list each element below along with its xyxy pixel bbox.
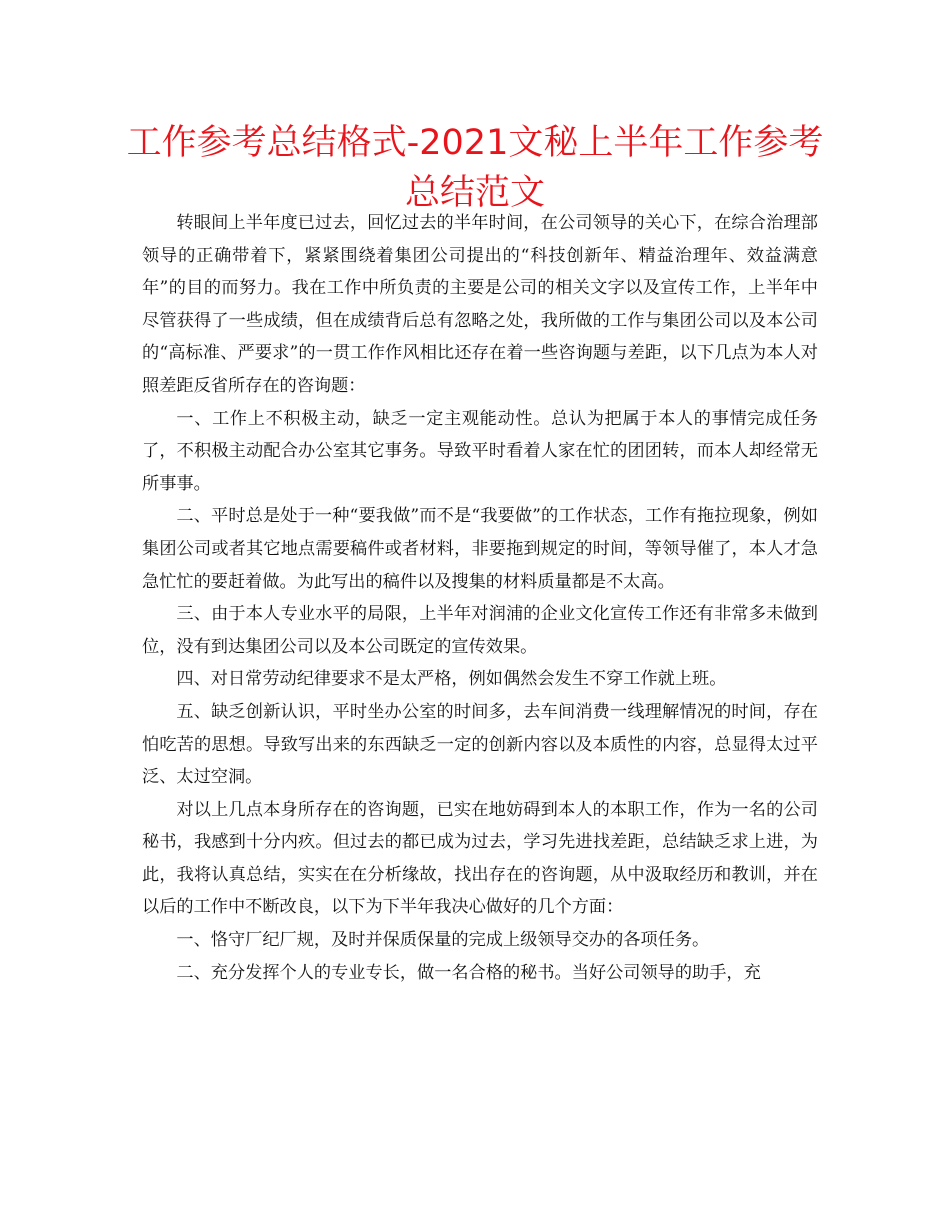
document-body <box>142 207 818 989</box>
paragraph-plan-1: 一、恪守厂纪厂规，及时并保质保量的完成上级领导交办的各项任务。 <box>176 930 710 951</box>
paragraph-issue-5: 五、缺乏创新认识，平时坐办公室的时间多，去车间消费一线理解情况的时间，存在怕吃苦的思想。导致写出来的东西缺乏一定的创新内容以及本质性的内容，总显得太过平泛、太过空洞。 <box>142 701 818 788</box>
paragraph-intro: 转眼间上半年度已过去，回忆过去的半年时间，在公司领导的关心下，在综合治理部领导的正确带着下，紧紧围绕着集团公司提出的“科技创新年、精益治理年、效益满意年”的目的而努力。我在工作中所负责的主要是公司的相关文字以及宣传工作，上半年中尽管获得了一些成绩，但在成绩背后总有忽略之处，我所做的工作与集团公司以及本公司的“高标准、严要求”的一贯工作作风相比还存在着一些咨询题与差距，以下几点为本人对照差距反省所存在的咨询题： <box>142 213 818 396</box>
paragraph-plan-2: 二、充分发挥个人的专业专长，做一名合格的秘书。当好公司领导的助手，充 <box>176 962 761 983</box>
paragraph-issue-1: 一、工作上不积极主动，缺乏一定主观能动性。总认为把属于本人的事情完成任务了，不积极主动配合办公室其它事务。导致平时看着人家在忙的团团转，而本人却经常无所事事。 <box>142 408 818 494</box>
paragraph-issue-3: 三、由于本人专业水平的局限，上半年对润浦的企业文化宣传工作还有非常多未做到位，没有到达集团公司以及本公司既定的宣传效果。 <box>142 604 818 657</box>
paragraph-reflection: 对以上几点本身所存在的咨询题，已实在地妨碍到本人的本职工作，作为一名的公司秘书，我感到十分内疚。但过去的都已成为过去，学习先进找差距，总结缺乏求上进，为此，我将认真总结，实实在在分析缘故，找出存在的咨询题，从中汲取经历和教训，并在以后的工作中不断改良，以下为下半年我决心做好的几个方面： <box>142 799 818 918</box>
document-title: 工作参考总结格式-2021文秘上半年工作参考总结范文 <box>126 123 824 213</box>
paragraph-issue-2: 二、平时总是处于一种“要我做”而不是“我要做”的工作状态，工作有拖拉现象，例如集团公司或者其它地点需要稿件或者材料，非要拖到规定的时间，等领导催了，本人才急急忙忙的要赶着做。为此写出的稿件以及搜集的材料质量都是不太高。 <box>142 506 818 592</box>
paragraph-issue-4: 四、对日常劳动纪律要求不是太严格，例如偶然会发生不穿工作就上班。 <box>176 669 727 690</box>
